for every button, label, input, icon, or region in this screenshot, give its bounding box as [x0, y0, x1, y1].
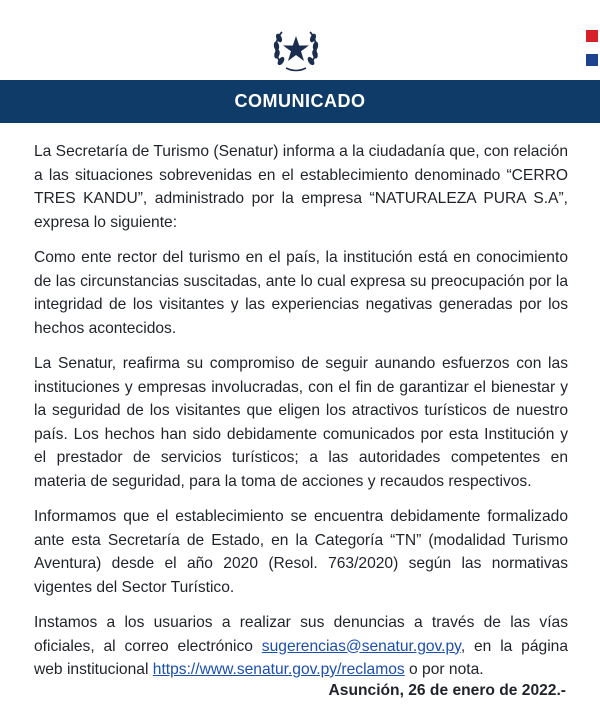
banner-title: COMUNICADO — [234, 91, 366, 111]
star-wreath-seal-icon — [268, 20, 324, 76]
paragraph-intro: La Secretaría de Turismo (Senatur) informa a la ciudadanía que, con relación a las situaciones sobrevenidas en el establecimiento denominado “CERRO TRES KANDU”, administrado por la empresa “NATURALEZA PURA S.A”, expresa lo siguiente: — [34, 143, 568, 231]
contact-text-b: , en la página web institucional — [34, 637, 569, 678]
announcement-body — [34, 140, 568, 694]
title-banner — [0, 80, 600, 123]
date-signoff: Asunción, 26 de enero de 2022.- — [328, 682, 566, 699]
paragraph-formalization: Informamos que el establecimiento se encuentra debidamente formalizado ante esta Secretaría de Estado, en la Categoría “TN” (modalidad Turismo Aventura) desde el año 2020 (Resol. 763/2020) según las normativas vigentes del Sector Turístico. — [34, 508, 568, 596]
contact-text-c: o por nota. — [404, 661, 484, 678]
flag-red-mark — [586, 30, 598, 42]
paragraph-concern: Como ente rector del turismo en el país, la institución está en conocimiento de las circunstancias suscitadas, ante lo cual expresa su preocupación por la integridad de los visitantes y las experiencias negativas generadas por los hechos acontecidos. — [34, 249, 568, 337]
flag-color-marks — [586, 30, 600, 78]
paragraph-commitment: La Senatur, reafirma su compromiso de seguir aunando esfuerzos con las instituciones y empresas involucradas, con el fin de garantizar el bienestar y la seguridad de los visitantes que eligen los atractivos turísticos de nuestro país. Los hechos han sido debidamente comunicados por esta Institución y el prestador de servicios turísticos; a las autoridades competentes en materia de seguridad, para la toma de acciones y recaudos respectivos. — [34, 355, 568, 490]
reclamos-url-link[interactable]: https://www.senatur.gov.py/reclamos — [152, 661, 405, 678]
flag-blue-mark — [586, 54, 598, 66]
paragraph-contact — [34, 611, 568, 682]
email-link[interactable]: sugerencias@senatur.gov.py — [261, 637, 461, 655]
contact-text-a: Instamos a los usuarios a realizar sus denuncias a través de las vías oficiales, al correo electrónico — [34, 614, 568, 655]
